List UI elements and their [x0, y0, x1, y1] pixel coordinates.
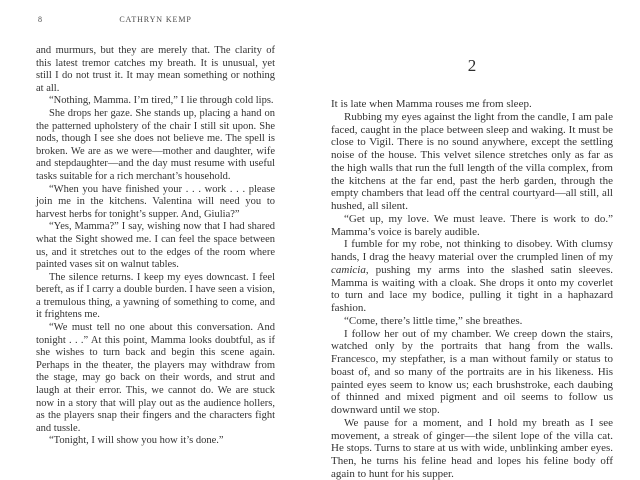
paragraph: “Get up, my love. We must leave. There is work to do.” Mamma’s voice is barely audible. — [331, 212, 613, 238]
running-header: CATHRYN KEMP — [119, 15, 192, 24]
left-page-header — [36, 15, 275, 25]
paragraph: It is late when Mamma rouses me from sleep. — [331, 98, 532, 110]
paragraph: We pause for a moment, and I hold my breath as I see movement, a streak of ginger—the silent lope of the villa cat. He stops. Turns to stare at us with wide, unblinking amber eyes. Then, he turns his feline head and lopes his feline body off again to hunt for his supper. — [331, 416, 613, 480]
paragraph: “Tonight, I will show you how it’s done.” — [49, 435, 224, 447]
paragraph: She drops her gaze. She stands up, placing a hand on the patterned upholstery of the chair I still sit upon. She nods, though I see she does not believe me. The spell is broken. We are as we were—mother and daughter, wife and stepdaughter—and the day must resume with useful tasks suitable for a rich merchant’s household. — [36, 107, 275, 182]
paragraph: “Come, there’s little time,” she breathes. — [344, 314, 523, 327]
paragraph: “We must tell no one about this conversation. And tonight . . .” At this point, Mamma looks doubtful, as if she wishes to turn back and begin this scene again. Perhaps in the theater, the players may withdraw from the stage, may go back on their words, and strut and laugh at their error. This, we cannot do. We are stuck now in a story that will play out as the audience hollers, as the players snap their fingers and the characters fight and tussle. — [36, 322, 275, 434]
paragraph: Rubbing my eyes against the light from the candle, I am pale faced, caught in the place between sleep and waking. It must be close to Vigil. There is no sound anywhere, except the settling noise of the house. This velvet silence stretches only as far as the high walls that run the full length of the villa complex, from the kitchens at the far end, past the herb garden, through the empty chambers that lead off the central courtyard—all still, all hushed, all silent. — [331, 110, 613, 212]
page-number: 8 — [38, 15, 42, 24]
paragraph-text: , pushing my arms into the slashed satin sleeves. Mamma is waiting with a cloak. She drops it onto my coverlet to turn and lace my bodice, pulling it tight in a haphazard fashion. — [331, 263, 613, 314]
left-page — [36, 15, 275, 448]
paragraph: “When you have finished your . . . work . . . please join me in the kitchens. Valentina will need you to harvest herbs for tonight’s supper. And, Giulia?” — [36, 183, 275, 220]
paragraph — [331, 238, 613, 315]
right-page-text — [331, 98, 613, 480]
right-page — [331, 55, 613, 480]
left-page-text — [36, 45, 275, 448]
paragraph: “Nothing, Mamma. I’m tired,” I lie through cold lips. — [49, 95, 274, 107]
paragraph: and murmurs, but they are merely that. The clarity of this latest tremor catches my breath. It is unusual, yet still I do not trust it. It may mean something or nothing at all. — [36, 45, 275, 94]
paragraph-text: I fumble for my robe, not thinking to disobey. With clumsy hands, I drag the heavy material over the crumpled linen of my — [331, 238, 613, 263]
paragraph: “Yes, Mamma?” I say, wishing now that I had shared what the Sight showed me. I can feel the space between us, and it stretches out to the edges of the room where painted vases sit on walnut tables. — [36, 221, 275, 271]
paragraph: The silence returns. I keep my eyes downcast. I feel bereft, as if I carry a double burden. I have seen a vision, a tremulous thing, a yawning of something to come, and it frightens me. — [36, 271, 275, 321]
paragraph: I follow her out of my chamber. We creep down the stairs, watched only by the portraits that hang from the walls. Francesco, my stepfather, is a man without family or status to boast of, and so many of the portraits are in his likeness. His painted eyes seem to know us; each brushstroke, each daubing of thinned and mixed pigment and oil seems to follow us downward until we stop. — [331, 327, 613, 416]
italic-word: camicia — [331, 263, 366, 276]
chapter-number: 2 — [467, 56, 477, 75]
